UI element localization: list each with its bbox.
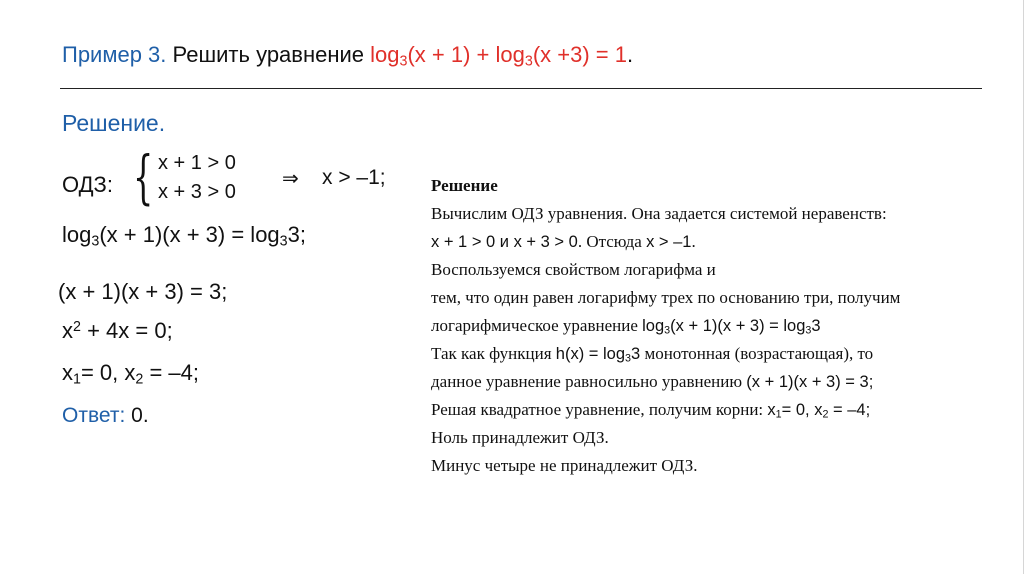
explanation-line-2: x + 1 > 0 и x + 3 > 0. Отсюда x > –1. bbox=[431, 232, 696, 251]
title-prefix: Пример 3. bbox=[62, 42, 167, 67]
explanation-block bbox=[431, 172, 900, 480]
step-roots: $x_1= 0$, $x_2 = -4$; bbox=[62, 360, 199, 388]
explanation-header: Решение bbox=[431, 176, 498, 195]
implies-symbol: ⇒ bbox=[282, 168, 299, 190]
title-text: Решить уравнение bbox=[172, 42, 365, 67]
title-divider bbox=[60, 88, 982, 89]
explanation-line-8: Решая квадратное уравнение, получим корни: $x_1= 0$, $x_2 = -4$; bbox=[431, 400, 871, 421]
explanation-line-6: Так как функция $h(x) = \log_33$ монотонная (возрастающая), то bbox=[431, 344, 874, 365]
step-log-equation: $\log_3(x + 1)(x + 3) = \log_33$; bbox=[62, 222, 306, 250]
answer bbox=[62, 404, 149, 428]
answer-label: Ответ: bbox=[62, 404, 126, 427]
title-equation: $\log_3(x + 1) + \log_3(x +3) = 1$ bbox=[370, 42, 627, 70]
answer-value: 0. bbox=[125, 404, 149, 427]
explanation-line-4: тем, что один равен логарифму трех по основанию три, получим bbox=[431, 288, 901, 307]
step-quadratic: $x^2 + 4x = 0$; bbox=[62, 318, 173, 343]
system-brace: { bbox=[133, 143, 154, 211]
explanation-line-10: Минус четыре не принадлежит ОДЗ. bbox=[431, 456, 698, 475]
explanation-line-1: Вычислим ОДЗ уравнения. Она задается системой неравенств: bbox=[431, 204, 887, 223]
explanation-line-7: данное уравнение равносильно уравнению (x + 1)(x + 3) = 3; bbox=[431, 372, 874, 391]
title-period: . bbox=[627, 42, 634, 67]
odz-inequality-2: x + 3 > 0 bbox=[158, 181, 236, 203]
explanation-line-9: Ноль принадлежит ОДЗ. bbox=[431, 428, 609, 447]
solution-label: Решение. bbox=[62, 110, 166, 136]
explanation-line-5: логарифмическое уравнение $\log_3(x + 1)(x + 3) = \log_33$ bbox=[431, 316, 821, 337]
explanation-line-3: Воспользуемся свойством логарифма и bbox=[431, 260, 716, 279]
slide-title bbox=[62, 42, 633, 68]
odz-label: ОДЗ: bbox=[62, 172, 113, 197]
odz-result: x > –1; bbox=[322, 166, 386, 189]
step-product: (x + 1)(x + 3) = 3; bbox=[58, 279, 228, 304]
odz-inequality-1: x + 1 > 0 bbox=[158, 152, 236, 174]
